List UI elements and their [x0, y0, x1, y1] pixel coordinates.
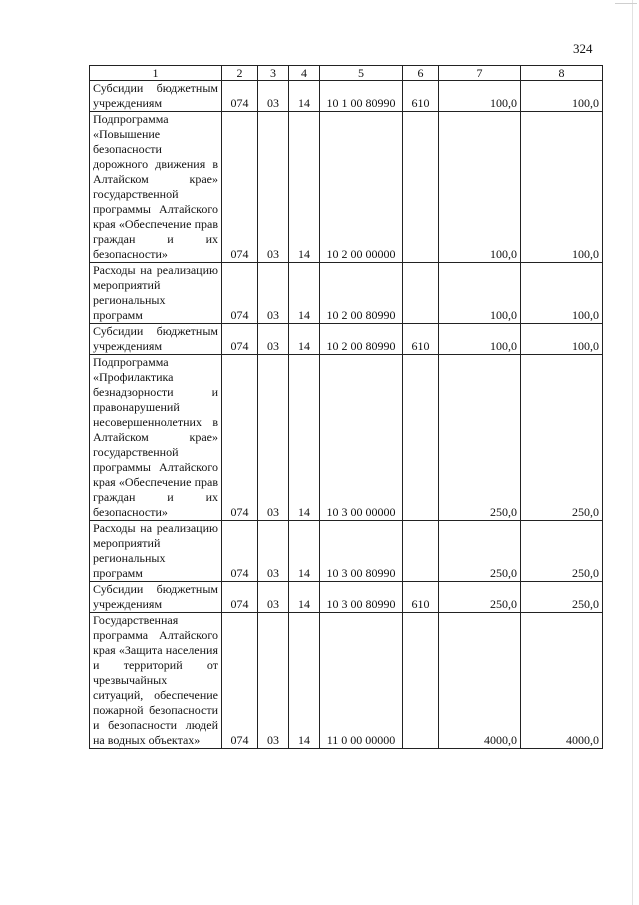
- cell-ministry: 074: [222, 112, 258, 263]
- cell-amount-1: 100,0: [439, 324, 521, 355]
- cell-expense-type: [403, 521, 439, 582]
- cell-subsection: 14: [289, 263, 320, 324]
- cell-expense-type: 610: [403, 81, 439, 112]
- cell-section: 03: [258, 582, 289, 613]
- cell-subsection: 14: [289, 324, 320, 355]
- cell-ministry: 074: [222, 355, 258, 521]
- table-row: [90, 613, 603, 749]
- cell-amount-2: 250,0: [521, 355, 603, 521]
- cell-ministry: 074: [222, 263, 258, 324]
- cell-expense-type: [403, 263, 439, 324]
- cell-target-code: 10 3 00 80990: [320, 521, 403, 582]
- cell-amount-2: 100,0: [521, 81, 603, 112]
- cell-expense-type: [403, 112, 439, 263]
- row-name: Субсидии бюджетным учреждениям: [90, 81, 222, 112]
- row-name: Расходы на реализацию мероприятий региональных программ: [90, 521, 222, 582]
- cell-section: 03: [258, 81, 289, 112]
- cell-amount-2: 100,0: [521, 112, 603, 263]
- cell-amount-2: 250,0: [521, 582, 603, 613]
- column-header: 6: [403, 66, 439, 81]
- cell-target-code: 10 1 00 80990: [320, 81, 403, 112]
- cell-amount-2: 4000,0: [521, 613, 603, 749]
- cell-ministry: 074: [222, 582, 258, 613]
- column-header: 7: [439, 66, 521, 81]
- cell-expense-type: 610: [403, 582, 439, 613]
- cell-ministry: 074: [222, 613, 258, 749]
- cell-section: 03: [258, 521, 289, 582]
- column-header: 4: [289, 66, 320, 81]
- cell-target-code: 11 0 00 00000: [320, 613, 403, 749]
- table-row: [90, 582, 603, 613]
- row-name: Субсидии бюджетным учреждениям: [90, 582, 222, 613]
- cell-expense-type: 610: [403, 324, 439, 355]
- row-name: Подпрограмма «Профилактика безнадзорности и правонарушений несовершеннолетних в Алтайском крае» государственной программы Алтайского края «Обеспечение прав граждан и их безопасности»: [90, 355, 222, 521]
- cell-amount-1: 250,0: [439, 582, 521, 613]
- cell-subsection: 14: [289, 112, 320, 263]
- table-row: [90, 324, 603, 355]
- row-name: Государственная программа Алтайского края «Защита населения и территорий от чрезвычайных ситуаций, обеспечение пожарной безопасности и безопасности людей на водных объектах»: [90, 613, 222, 749]
- cell-ministry: 074: [222, 324, 258, 355]
- scan-edge-mark: [615, 3, 637, 4]
- header-row: [90, 66, 603, 81]
- cell-section: 03: [258, 355, 289, 521]
- cell-section: 03: [258, 324, 289, 355]
- table-row: [90, 81, 603, 112]
- column-header: 1: [90, 66, 222, 81]
- cell-subsection: 14: [289, 521, 320, 582]
- budget-table: [89, 65, 603, 749]
- scan-edge-line: [632, 0, 633, 905]
- cell-subsection: 14: [289, 582, 320, 613]
- cell-target-code: 10 2 00 80990: [320, 324, 403, 355]
- column-header: 3: [258, 66, 289, 81]
- cell-amount-1: 250,0: [439, 355, 521, 521]
- table-row: [90, 521, 603, 582]
- cell-subsection: 14: [289, 613, 320, 749]
- cell-amount-1: 100,0: [439, 81, 521, 112]
- cell-target-code: 10 3 00 00000: [320, 355, 403, 521]
- cell-amount-2: 100,0: [521, 263, 603, 324]
- row-name: Расходы на реализацию мероприятий региональных программ: [90, 263, 222, 324]
- cell-ministry: 074: [222, 521, 258, 582]
- cell-amount-1: 4000,0: [439, 613, 521, 749]
- page-number: 324: [573, 41, 593, 56]
- cell-ministry: 074: [222, 81, 258, 112]
- cell-amount-1: 100,0: [439, 112, 521, 263]
- row-name: Субсидии бюджетным учреждениям: [90, 324, 222, 355]
- cell-target-code: 10 2 00 80990: [320, 263, 403, 324]
- cell-amount-1: 250,0: [439, 521, 521, 582]
- cell-subsection: 14: [289, 355, 320, 521]
- cell-target-code: 10 3 00 80990: [320, 582, 403, 613]
- table-row: [90, 112, 603, 263]
- cell-amount-2: 100,0: [521, 324, 603, 355]
- table-row: [90, 263, 603, 324]
- row-name: Подпрограмма «Повышение безопасности дорожного движения в Алтайском крае» государственной программы Алтайского края «Обеспечение прав граждан и их безопасности»: [90, 112, 222, 263]
- cell-amount-1: 100,0: [439, 263, 521, 324]
- cell-expense-type: [403, 355, 439, 521]
- cell-expense-type: [403, 613, 439, 749]
- cell-section: 03: [258, 263, 289, 324]
- column-header: 2: [222, 66, 258, 81]
- table-row: [90, 355, 603, 521]
- column-header: 8: [521, 66, 603, 81]
- cell-section: 03: [258, 112, 289, 263]
- cell-subsection: 14: [289, 81, 320, 112]
- cell-amount-2: 250,0: [521, 521, 603, 582]
- cell-target-code: 10 2 00 00000: [320, 112, 403, 263]
- cell-section: 03: [258, 613, 289, 749]
- column-header: 5: [320, 66, 403, 81]
